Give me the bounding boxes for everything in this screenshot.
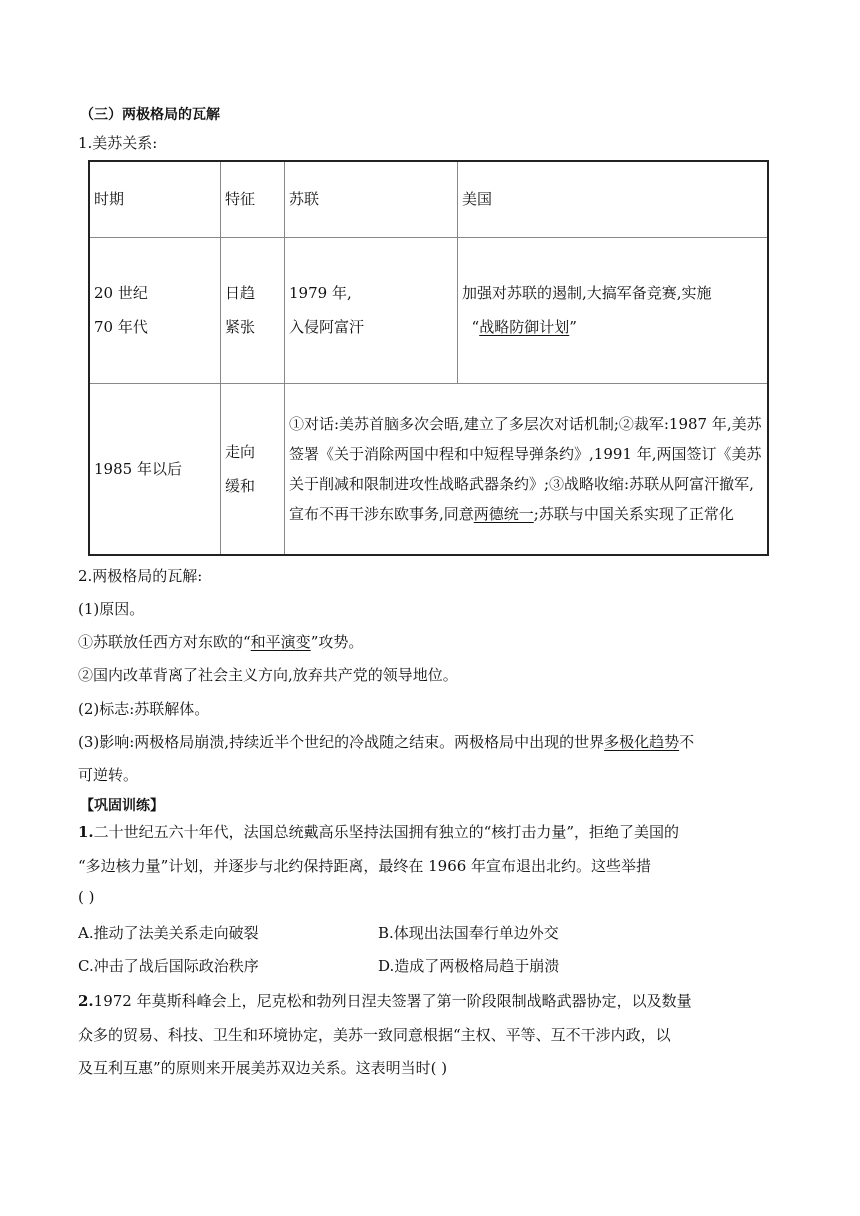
- answer-blank: ( ): [78, 888, 95, 906]
- question-2-line: 及互利互惠”的原则来开展美苏双边关系。这表明当时( ): [78, 1059, 448, 1077]
- impact-line-2: 可逆转。: [78, 766, 139, 784]
- feature-line: 走向: [225, 442, 256, 461]
- header-feature: 特征: [221, 161, 285, 237]
- underlined-term: 战略防御计划: [479, 318, 570, 336]
- question-2-line: 众多的贸易、科技、卫生和环境协定，美苏一致同意根据“主权、平等、互不干涉内政，以: [78, 1026, 671, 1044]
- cause-1-text-end: ”攻势。: [310, 633, 364, 651]
- feature-line: 紧张: [225, 318, 256, 336]
- item1-title: 1.美苏关系:: [78, 134, 158, 152]
- question-text: 二十世纪五六十年代，法国总统戴高乐坚持法国拥有独立的“核打击力量”，拒绝了美国的: [93, 823, 680, 841]
- question-number: 1.: [78, 823, 94, 841]
- period-cell: [89, 237, 221, 383]
- impact-text: (3)影响:两极格局崩溃,持续近半个世纪的冷战随之结束。两极格局中出现的世界: [78, 733, 605, 751]
- feature-cell: [221, 383, 285, 555]
- question-number: 2.: [78, 992, 94, 1010]
- table-row-1970s: [89, 237, 768, 383]
- usa-line: 加强对苏联的遏制,大搞军备竞赛,实施: [462, 284, 712, 302]
- period-cell: 1985 年以后: [89, 383, 221, 555]
- ussr-line: 入侵阿富汗: [289, 318, 365, 336]
- period-line: 20 世纪: [94, 284, 148, 302]
- feature-line: 日趋: [225, 284, 256, 302]
- header-period: 时期: [89, 161, 221, 237]
- option-a: A.推动了法美关系走向破裂: [78, 924, 259, 942]
- impact-text-end: 不: [679, 733, 695, 751]
- feature-line: 缓和: [225, 476, 256, 495]
- usa-cell: [458, 237, 769, 383]
- question-text: 1972 年莫斯科峰会上，尼克松和勃列日涅夫签署了第一阶段限制战略武器协定，以及数量: [93, 992, 692, 1010]
- impact-line: [78, 731, 694, 752]
- question-1-line: [78, 821, 679, 842]
- cause-1: [78, 631, 363, 652]
- underlined-term: 多极化趋势: [604, 733, 680, 751]
- cause-2: ②国内改革背离了社会主义方向,放弃共产党的领导地位。: [78, 666, 458, 684]
- cause-title: (1)原因。: [78, 600, 145, 618]
- question-1-line: “多边核力量”计划，并逐步与北约保持距离，最终在 1966 年宣布退出北约。这些举措: [78, 857, 652, 875]
- header-ussr: 苏联: [285, 161, 458, 237]
- period-line: 70 年代: [94, 318, 148, 336]
- merged-detail-cell: [285, 383, 769, 555]
- usa-line: [462, 310, 763, 344]
- ussr-cell: [285, 237, 458, 383]
- detail-text-tail: ;苏联与中国关系实现了正常化: [533, 504, 734, 523]
- header-usa: 美国: [458, 161, 769, 237]
- relations-table: [88, 160, 769, 556]
- option-d: D.造成了两极格局趋于崩溃: [378, 957, 560, 975]
- option-c: C.冲击了战后国际政治秩序: [78, 957, 259, 975]
- feature-cell: [221, 237, 285, 383]
- quote-open: “: [471, 318, 480, 336]
- practice-heading: 【巩固训练】: [80, 798, 164, 814]
- underlined-term: 和平演变: [250, 633, 311, 651]
- cause-1-text: ①苏联放任西方对东欧的“: [78, 633, 251, 651]
- table-row-1985: [89, 383, 768, 555]
- underlined-term: 两德统一: [473, 504, 534, 523]
- option-b: B.体现出法国奉行单边外交: [378, 924, 559, 942]
- ussr-line: 1979 年,: [289, 284, 352, 302]
- quote-close: ”: [569, 318, 577, 336]
- section-heading: （三）两极格局的瓦解: [80, 107, 220, 123]
- item2-title: 2.两极格局的瓦解:: [78, 567, 203, 585]
- symbol-line: (2)标志:苏联解体。: [78, 700, 210, 718]
- table-header-row: [89, 161, 768, 237]
- question-2-line: [78, 990, 692, 1011]
- detail-text: ①对话:美苏首脑多次会晤,建立了多层次对话机制;②裁军:1987 年,美苏签署《关于消除两国中程和中短程导弹条约》,1991 年,两国签订《美苏关于削减和限制进攻性战略武器条约》;③战略收缩:苏联从阿富汗撤军,宣布不再干涉东欧事务,同意: [289, 414, 762, 523]
